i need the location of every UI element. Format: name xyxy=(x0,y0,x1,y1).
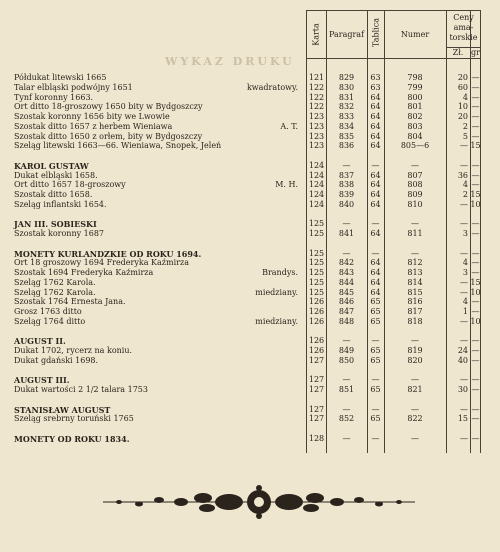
cell-tablica: 65 xyxy=(370,297,381,307)
item-description: Dukat gdański 1698. xyxy=(14,355,99,365)
table-row xyxy=(0,258,500,268)
cell-numer: — xyxy=(411,404,419,414)
cell-zl: 4 xyxy=(462,180,468,190)
item-description: Szostak 1694 Frederyka Kaźmirza xyxy=(14,268,154,277)
table-row xyxy=(0,122,500,132)
item-description: Ort ditto 18-groszowy 1650 bity w Bydgoszczy xyxy=(14,102,203,112)
cell-gr: — xyxy=(471,92,480,102)
cell-zl: — xyxy=(460,287,468,297)
cell-karta: 127 xyxy=(308,404,325,414)
cell-zl: — xyxy=(460,404,468,414)
cell-gr: 15 xyxy=(470,277,481,287)
item-note: miedziany. xyxy=(255,316,298,326)
cell-gr: — xyxy=(471,248,480,258)
cell-karta: 128 xyxy=(308,433,325,443)
cell-zl: — xyxy=(460,316,468,326)
item-description: MONETY KURLANDZKIE OD ROKU 1694. xyxy=(14,248,202,259)
header-gr: gr xyxy=(471,48,480,57)
cell-gr: — xyxy=(471,121,480,131)
header-numer: Numer xyxy=(400,30,430,39)
table-row xyxy=(0,346,500,356)
cell-paragraf: — xyxy=(342,219,351,229)
table-row xyxy=(0,424,500,434)
item-description: Szeląg 1764 ditto xyxy=(14,316,86,326)
cell-karta: 123 xyxy=(308,112,325,121)
cell-numer: 821 xyxy=(407,385,423,394)
cell-numer: 809 xyxy=(407,190,423,199)
cell-paragraf: 836 xyxy=(338,141,355,151)
cell-paragraf: 839 xyxy=(338,190,355,199)
cell-gr: 10 xyxy=(470,316,481,326)
cell-gr: — xyxy=(471,219,480,229)
item-description: Talar elbląski podwójny 1651 xyxy=(14,82,133,92)
table-row xyxy=(0,93,500,103)
cell-paragraf: 834 xyxy=(338,121,355,131)
cell-paragraf: 841 xyxy=(338,229,355,238)
cell-tablica: 65 xyxy=(370,307,381,316)
cell-gr: — xyxy=(471,170,480,180)
cell-numer: 804 xyxy=(407,131,423,141)
cell-tablica: — xyxy=(371,219,380,229)
cell-zl: 40 xyxy=(457,355,468,365)
cell-gr: — xyxy=(471,433,480,443)
cell-gr: — xyxy=(471,73,480,82)
cell-tablica: 64 xyxy=(370,190,381,199)
cell-numer: 803 xyxy=(407,121,423,131)
cell-paragraf: — xyxy=(342,375,351,385)
cell-numer: 799 xyxy=(407,82,423,92)
table-row xyxy=(0,297,500,307)
item-description: Szeląg 1762 Karola. xyxy=(14,277,96,287)
cell-paragraf: 831 xyxy=(338,92,355,102)
cell-tablica: 64 xyxy=(370,121,381,131)
cell-zl: — xyxy=(460,199,468,209)
section-heading-row xyxy=(0,375,500,385)
item-description: Szostak 1764 Ernesta Jana. xyxy=(14,297,126,307)
cell-paragraf: 838 xyxy=(338,180,355,190)
cell-tablica: 65 xyxy=(370,316,381,326)
cell-gr: — xyxy=(471,102,480,112)
cell-tablica: 63 xyxy=(370,73,381,82)
item-description: Grosz 1763 ditto xyxy=(14,307,82,316)
cell-karta: 125 xyxy=(308,258,325,268)
cell-zl: 3 xyxy=(462,268,468,277)
cell-zl: 30 xyxy=(457,385,468,394)
cell-numer: 812 xyxy=(407,258,423,268)
item-description: KAROL GUSTAW xyxy=(14,160,89,171)
cell-tablica: 64 xyxy=(370,141,381,151)
cell-karta: 127 xyxy=(308,375,325,385)
cell-gr: 15 xyxy=(470,190,481,199)
cell-gr: — xyxy=(471,307,480,316)
cell-numer: 802 xyxy=(407,112,423,121)
cell-zl: — xyxy=(460,433,468,443)
header-tablica: Tablica xyxy=(371,18,381,47)
cell-numer: — xyxy=(411,336,419,346)
cell-karta: 123 xyxy=(308,121,325,131)
cell-tablica: 65 xyxy=(370,385,381,394)
item-description: JAN III. SOBIESKI xyxy=(14,219,97,230)
cell-karta: 124 xyxy=(308,160,325,170)
cell-numer: 816 xyxy=(407,297,423,307)
table-row xyxy=(0,239,500,249)
cell-karta: 124 xyxy=(308,190,325,199)
section-heading-row xyxy=(0,336,500,346)
cell-zl: 10 xyxy=(457,102,468,112)
cell-karta: 121 xyxy=(308,73,325,82)
cell-numer: 813 xyxy=(407,268,423,277)
cell-tablica: 64 xyxy=(370,199,381,209)
cell-paragraf: 851 xyxy=(338,385,355,394)
cell-paragraf: 829 xyxy=(338,73,355,82)
cell-tablica: 64 xyxy=(370,268,381,277)
cell-gr: — xyxy=(471,180,480,190)
item-description: Szostak koronny 1687 xyxy=(14,229,105,238)
cell-karta: 126 xyxy=(308,346,325,355)
cell-tablica: 65 xyxy=(370,414,381,424)
cell-paragraf: 847 xyxy=(338,307,355,316)
cell-paragraf: — xyxy=(342,404,351,414)
cell-gr: — xyxy=(471,336,480,346)
cell-zl: — xyxy=(460,219,468,229)
cell-tablica: — xyxy=(371,375,380,385)
cell-tablica: 64 xyxy=(370,170,381,180)
section-heading-row xyxy=(0,249,500,259)
cell-zl: — xyxy=(460,248,468,258)
cell-paragraf: — xyxy=(342,160,351,170)
cell-zl: — xyxy=(460,336,468,346)
cell-gr: 15 xyxy=(470,141,481,151)
item-description: Szostak ditto 1650 z orłem, bity w Bydgoszczy xyxy=(14,131,203,141)
cell-paragraf: — xyxy=(342,336,351,346)
cell-karta: 125 xyxy=(308,277,325,287)
table-row xyxy=(0,141,500,151)
cell-tablica: — xyxy=(371,433,380,443)
cell-zl: 2 xyxy=(462,121,468,131)
cell-tablica: 64 xyxy=(370,287,381,297)
cell-tablica: 64 xyxy=(370,131,381,141)
table-row xyxy=(0,278,500,288)
cell-gr: — xyxy=(471,112,480,121)
table-row xyxy=(0,307,500,317)
table-row xyxy=(0,73,500,83)
item-description: Ort ditto 1657 18-groszowy xyxy=(14,180,126,190)
item-description: Dukat wartości 2 1/2 talara 1753 xyxy=(14,385,148,394)
cell-paragraf: 830 xyxy=(338,82,355,92)
cell-tablica: 63 xyxy=(370,82,381,92)
cell-gr: — xyxy=(471,82,480,92)
cell-tablica: — xyxy=(371,248,380,258)
cell-zl: 3 xyxy=(462,229,468,238)
cell-gr: — xyxy=(471,375,480,385)
cell-zl: — xyxy=(460,277,468,287)
cell-tablica: 64 xyxy=(370,112,381,121)
cell-numer: 811 xyxy=(407,229,423,238)
item-description: MONETY OD ROKU 1834. xyxy=(14,433,130,444)
cell-zl: 36 xyxy=(457,170,468,180)
table-row xyxy=(0,83,500,93)
cell-gr: — xyxy=(471,160,480,170)
section-heading-row xyxy=(0,405,500,415)
cell-karta: 124 xyxy=(308,170,325,180)
cell-paragraf: 850 xyxy=(338,355,355,365)
table-row xyxy=(0,180,500,190)
cell-zl: 1 xyxy=(462,307,468,316)
item-note: M. H. xyxy=(275,180,298,190)
header-ceny: Ceny ama- torskie xyxy=(449,13,478,42)
section-heading-row xyxy=(0,434,500,444)
item-note: miedziany. xyxy=(255,287,298,297)
cell-tablica: — xyxy=(371,336,380,346)
cell-karta: 122 xyxy=(308,82,325,92)
cell-gr: 10 xyxy=(470,199,481,209)
cell-paragraf: 833 xyxy=(338,112,355,121)
cell-karta: 122 xyxy=(308,92,325,102)
cell-numer: 808 xyxy=(407,180,423,190)
item-description: AUGUST III. xyxy=(14,375,70,386)
table-row xyxy=(0,102,500,112)
cell-gr: — xyxy=(471,131,480,141)
item-description: Szeląg inflantski 1654. xyxy=(14,199,107,209)
item-description: STANISŁAW AUGUST xyxy=(14,404,111,415)
cell-karta: 125 xyxy=(308,219,325,229)
cell-zl: 4 xyxy=(462,297,468,307)
table-row xyxy=(0,385,500,395)
table-top-rule xyxy=(306,10,481,11)
cell-numer: 819 xyxy=(407,346,423,355)
cell-gr: — xyxy=(471,404,480,414)
cell-paragraf: 844 xyxy=(338,277,355,287)
table-row xyxy=(0,210,500,220)
item-description: Szostak ditto 1658. xyxy=(14,190,93,199)
cell-tablica: 64 xyxy=(370,92,381,102)
item-description: Dukat elbląski 1658. xyxy=(14,170,98,180)
cell-zl: 15 xyxy=(457,414,468,424)
cell-numer: — xyxy=(411,375,419,385)
cell-paragraf: 846 xyxy=(338,297,355,307)
cell-karta: 126 xyxy=(308,336,325,346)
header-paragraf: Paragraf xyxy=(328,30,365,39)
cell-paragraf: 842 xyxy=(338,258,355,268)
cell-gr: — xyxy=(471,229,480,238)
section-heading-row xyxy=(0,161,500,171)
cell-karta: 125 xyxy=(308,287,325,297)
cell-paragraf: 835 xyxy=(338,131,355,141)
cell-zl: 4 xyxy=(462,92,468,102)
cell-paragraf: — xyxy=(342,433,351,443)
cell-karta: 125 xyxy=(308,248,325,258)
cell-karta: 123 xyxy=(308,141,325,151)
cell-tablica: 64 xyxy=(370,277,381,287)
header-karta: Karta xyxy=(311,23,321,46)
section-heading-row xyxy=(0,219,500,229)
cell-paragraf: 852 xyxy=(338,414,355,424)
cell-zl: 4 xyxy=(462,258,468,268)
cell-karta: 126 xyxy=(308,297,325,307)
table-row xyxy=(0,200,500,210)
cell-karta: 125 xyxy=(308,268,325,277)
cell-zl: 5 xyxy=(462,131,468,141)
cell-numer: 817 xyxy=(407,307,423,316)
item-description: Szeląg srebrny toruński 1765 xyxy=(14,414,134,424)
cell-paragraf: 845 xyxy=(338,287,355,297)
table-row xyxy=(0,171,500,181)
item-description: Półdukat litewski 1665 xyxy=(14,73,107,82)
cell-karta: 127 xyxy=(308,414,325,424)
cell-numer: 814 xyxy=(407,277,423,287)
table-row xyxy=(0,356,500,366)
cell-zl: — xyxy=(460,160,468,170)
table-row xyxy=(0,288,500,298)
cell-tablica: 65 xyxy=(370,346,381,355)
cell-numer: 807 xyxy=(407,170,423,180)
cell-gr: — xyxy=(471,258,480,268)
item-note: kwadratowy. xyxy=(246,82,298,92)
cell-zl: 20 xyxy=(457,73,468,82)
item-description: Szeląg 1762 Karola. xyxy=(14,287,96,297)
item-description: AUGUST II. xyxy=(14,336,66,347)
item-note: A. T. xyxy=(280,121,298,131)
cell-zl: — xyxy=(460,141,468,151)
cell-paragraf: 848 xyxy=(338,316,355,326)
cell-gr: — xyxy=(471,355,480,365)
item-description: Szeląg litewski 1663—66. Wieniawa, Snopek, Jeleń xyxy=(14,141,222,151)
table-row xyxy=(0,151,500,161)
header-bottom-rule xyxy=(306,58,481,59)
cell-zl: 24 xyxy=(457,346,468,355)
cell-karta: 123 xyxy=(308,131,325,141)
cell-numer: 815 xyxy=(407,287,423,297)
floral-ornament xyxy=(103,484,415,520)
cell-tablica: — xyxy=(371,404,380,414)
cell-karta: 127 xyxy=(308,355,325,365)
table-row xyxy=(0,190,500,200)
cell-numer: — xyxy=(411,160,419,170)
cell-tablica: 65 xyxy=(370,355,381,365)
cell-karta: 124 xyxy=(308,199,325,209)
cell-tablica: — xyxy=(371,160,380,170)
cell-paragraf: 840 xyxy=(338,199,355,209)
cell-gr: — xyxy=(471,297,480,307)
cell-zl: 60 xyxy=(457,82,468,92)
cell-zl: — xyxy=(460,375,468,385)
item-description: Tynf koronny 1663. xyxy=(14,92,94,102)
table-row xyxy=(0,395,500,405)
item-description: Ort 18 groszowy 1694 Frederyka Kaźmirza xyxy=(14,258,189,268)
table-row xyxy=(0,112,500,122)
cell-numer: — xyxy=(411,433,419,443)
cell-tablica: 64 xyxy=(370,258,381,268)
cell-numer: 805—6 xyxy=(400,141,430,151)
cell-karta: 126 xyxy=(308,316,325,326)
cell-numer: 798 xyxy=(407,73,423,82)
cell-gr: — xyxy=(471,268,480,277)
cell-numer: 801 xyxy=(407,102,423,112)
cell-tablica: 64 xyxy=(370,102,381,112)
cell-karta: 124 xyxy=(308,180,325,190)
cell-numer: 822 xyxy=(407,414,423,424)
table-row xyxy=(0,317,500,327)
cell-karta: 126 xyxy=(308,307,325,316)
cell-numer: 810 xyxy=(407,199,423,209)
cell-tablica: 64 xyxy=(370,229,381,238)
cell-paragraf: 837 xyxy=(338,170,355,180)
header-zl: Zł. xyxy=(452,48,464,57)
cell-numer: 820 xyxy=(407,355,423,365)
table-row xyxy=(0,229,500,239)
cell-karta: 125 xyxy=(308,229,325,238)
cell-paragraf: 849 xyxy=(338,346,355,355)
cell-numer: — xyxy=(411,248,419,258)
cell-gr: — xyxy=(471,346,480,355)
item-description: Szostak ditto 1657 z herbem Wieniawa xyxy=(14,121,173,131)
cell-zl: 20 xyxy=(457,112,468,121)
cell-gr: 10 xyxy=(470,287,481,297)
cell-numer: — xyxy=(411,219,419,229)
cell-gr: — xyxy=(471,385,480,394)
cell-paragraf: 832 xyxy=(338,102,355,112)
cell-zl: 2 xyxy=(462,190,468,199)
cell-paragraf: — xyxy=(342,248,351,258)
item-description: Szostak koronny 1656 bity we Lwowie xyxy=(14,112,170,121)
table-row xyxy=(0,268,500,278)
ghost-title: WYKAZ DRUKU xyxy=(165,55,295,68)
cell-karta: 122 xyxy=(308,102,325,112)
cell-numer: 818 xyxy=(407,316,423,326)
item-description: Dukat 1702, rycerz na koniu. xyxy=(14,346,133,355)
table-row xyxy=(0,414,500,424)
cell-numer: 800 xyxy=(407,92,423,102)
item-note: Brandys. xyxy=(262,268,298,277)
table-row xyxy=(0,366,500,376)
cell-gr: — xyxy=(471,414,480,424)
cell-paragraf: 843 xyxy=(338,268,355,277)
cell-karta: 127 xyxy=(308,385,325,394)
cell-tablica: 64 xyxy=(370,180,381,190)
table-row xyxy=(0,132,500,142)
table-row xyxy=(0,327,500,337)
